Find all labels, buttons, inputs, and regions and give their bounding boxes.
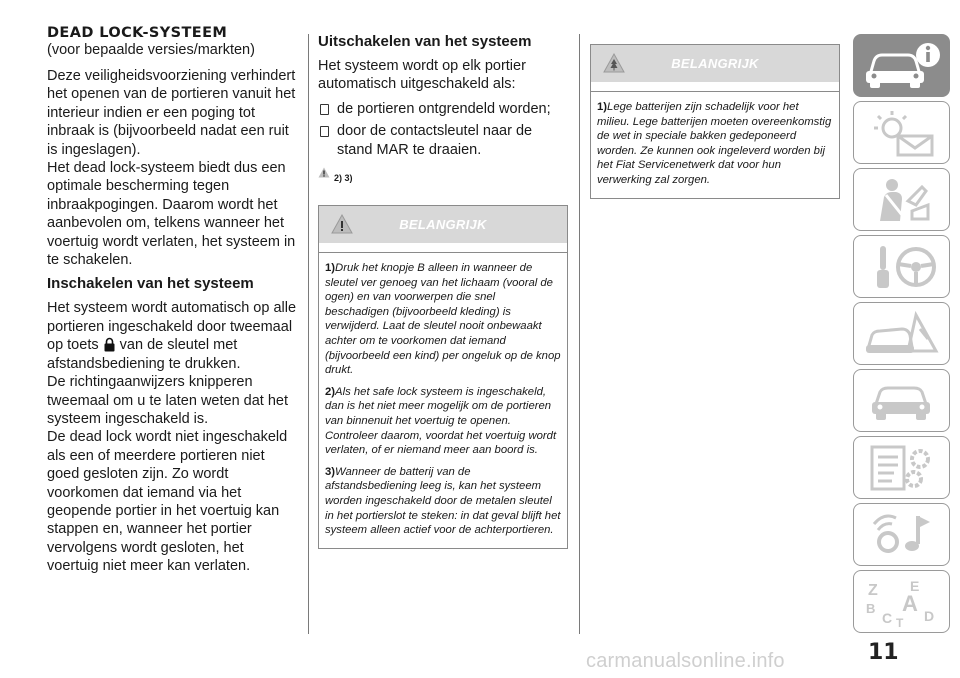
car-info-icon <box>862 41 942 91</box>
warning-references: 2) 3) <box>318 167 568 183</box>
enable-paragraph <box>47 299 297 373</box>
tab-vehicle-info[interactable] <box>853 34 950 97</box>
left-column <box>47 26 297 576</box>
multimedia-icon <box>862 510 942 560</box>
maintenance-icon <box>862 376 942 426</box>
tab-safety[interactable] <box>853 168 950 231</box>
not-enabled-paragraph: De dead lock wordt niet ingeschakeld als een of meerdere portieren niet goed gesloten zijn. Zo wordt voorkomen dat iemand via het geopende portier in het voertuig kan stappen en, wanneer het portier vervolgens wordt gesloten, het voertuig niet meer kan verlaten. <box>47 429 288 575</box>
warning-note: 2)Als het safe lock systeem is ingeschakeld, dan is het niet meer mogelijk om de portieren van binnenuit het voertuig te openen. Controleer daarom, voordat het voertuig wordt verlaten, of er niemand meer aan boord is. <box>325 385 557 457</box>
enable-text-before: Het systeem wordt automatisch op alle portieren ingeschakeld door tweemaal op toets <box>47 300 297 354</box>
warning-note: 1)Druk het knopje B alleen in wanneer de sleutel ver genoeg van het lichaam (vooral de ogen) en van voorwerpen die snel beschadigen (bijvoorbeeld kleding) is verwijderd. Laat de sleutel nooit onbewaakt achter om te voorkomen dat iemand (bijvoorbeeld een kind) per ongeluk op de knop drukt. <box>325 262 561 377</box>
tab-multimedia[interactable] <box>853 503 950 566</box>
chapter-tabs <box>853 34 950 637</box>
section-heading-enable: Inschakelen van het systeem <box>47 275 254 293</box>
checkbox-bullet-icon <box>320 104 329 115</box>
starting-driving-icon <box>862 242 942 292</box>
index-icon <box>862 577 942 627</box>
middle-column <box>318 26 568 549</box>
section-heading-disable: Uitschakelen van het systeem <box>318 33 532 50</box>
warning-body <box>591 91 839 198</box>
column-divider <box>308 34 309 634</box>
column-divider <box>579 34 580 634</box>
warning-triangle-icon <box>331 214 353 234</box>
intro-paragraph: Deze veiligheidsvoorziening verhindert het openen van de portieren vanuit het interieur indien er een poging tot inbraak is (bijvoorbeeld nadat een ruit is ingeslagen). <box>47 68 296 158</box>
watermark: carmanualsonline.info <box>586 650 785 672</box>
warning-box <box>318 205 568 549</box>
checkbox-bullet-icon <box>320 126 329 137</box>
dashboard-lights-icon <box>862 108 942 158</box>
warning-header <box>319 206 567 243</box>
tab-index[interactable] <box>853 570 950 633</box>
tab-maintenance[interactable] <box>853 369 950 432</box>
index-letter: D <box>923 607 934 624</box>
tab-starting-driving[interactable] <box>853 235 950 298</box>
page-subtitle: (voor bepaalde versies/markten) <box>47 42 255 58</box>
warning-triangle-icon <box>318 167 330 178</box>
warning-header <box>591 45 839 82</box>
emergency-icon <box>862 309 942 359</box>
warning-body <box>319 252 567 548</box>
lock-icon <box>104 337 115 352</box>
environment-warning-box <box>590 44 840 199</box>
index-letter: C <box>881 609 892 626</box>
tab-emergency[interactable] <box>853 302 950 365</box>
page-number: 11 <box>868 640 899 665</box>
page-title: DEAD LOCK-SYSTEEM <box>47 25 228 41</box>
intro-paragraph-2: Het dead lock-systeem biedt dus een optimale bescherming tegen inbraakpogingen. Daarom wordt het aanbevolen om, telkens wanneer het voertuig wordt verlaten, het systeem in te schakelen. <box>47 160 296 269</box>
tab-dashboard[interactable] <box>853 101 950 164</box>
technical-data-icon <box>862 443 942 493</box>
enable-text-after: van de sleutel met afstandsbediening te drukken. <box>47 337 241 372</box>
index-letter: B <box>865 600 875 616</box>
list-item: door de contactsleutel naar de stand MAR te draaien. <box>318 122 568 159</box>
safety-airbag-icon <box>862 175 942 225</box>
index-letter: T <box>895 615 903 627</box>
indicators-paragraph: De richtingaanwijzers knipperen tweemaal om u te laten weten dat het systeem ingeschakeld is. <box>47 374 289 427</box>
tab-technical-data[interactable] <box>853 436 950 499</box>
warning-label: BELANGRIJK <box>671 56 759 71</box>
index-letter: A <box>901 590 918 616</box>
list-item: de portieren ontgrendeld worden; <box>318 100 568 118</box>
index-letter: E <box>909 577 919 594</box>
warning-label: BELANGRIJK <box>399 217 487 233</box>
right-column <box>590 26 840 199</box>
disable-intro: Het systeem wordt op elk portier automatisch uitgeschakeld als: <box>318 58 526 93</box>
index-letter: Z <box>867 581 878 599</box>
environment-triangle-icon <box>603 53 625 73</box>
warning-note: 3)Wanneer de batterij van de afstandsbediening leeg is, kan het systeem worden ingeschakeld door de metalen sleutel in het portierslot te steken: in dat geval blijft het systeem alleen actief voor de achterportieren. <box>325 465 561 537</box>
warning-note: 1)Lege batterijen zijn schadelijk voor het milieu. Lege batterijen moeten overeenkomstig de wet in speciale bakken gedeponeerd worden. Ze kunnen ook ingeleverd worden bij het Fiat Servicenetwerk dat voor hun verwerking zal zorgen. <box>597 101 832 186</box>
